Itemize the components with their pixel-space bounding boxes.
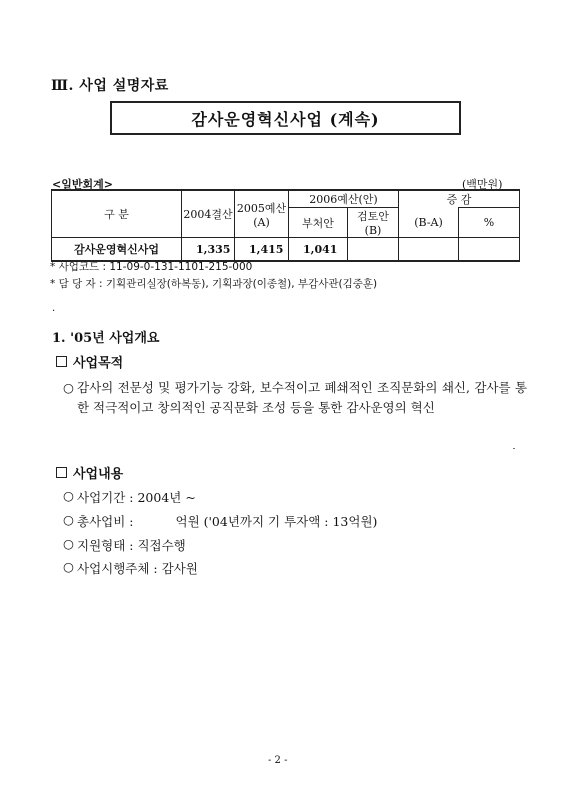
stray-dot: · [52, 306, 56, 317]
budget-table [51, 189, 520, 262]
header-percent: % [459, 208, 520, 238]
cell-2004: 1,335 [182, 238, 235, 262]
cell-change [399, 238, 459, 262]
cell-2006-review [348, 238, 399, 262]
list-item-period [63, 488, 196, 506]
cell-percent [459, 238, 520, 262]
header-2006-review [348, 208, 399, 238]
circle-bullet-icon: ○ [63, 536, 74, 551]
header-2005 [235, 190, 289, 238]
header-2005-sub: (A) [253, 215, 270, 229]
header-change-label: 증 감 [446, 193, 472, 206]
content-heading [56, 463, 123, 482]
overview-heading: 1. '05년 사업개요 [52, 331, 160, 346]
operator-text: 사업시행주체 : 감사원 [77, 561, 198, 576]
cost-label: 총사업비 : [77, 514, 134, 529]
unit-label: (백만원) [462, 178, 503, 191]
cell-2006-request: 1,041 [289, 238, 348, 262]
circle-bullet-icon: ○ [63, 380, 74, 395]
project-code-note: * 사업코드 : 11-09-0-131-1101-215-000 [50, 261, 253, 273]
purpose-heading-label: 사업목적 [73, 356, 124, 371]
list-item-cost [63, 512, 377, 530]
manager-note: * 담 당 자 : 기획관리실장(하복동), 기획과장(이종철), 부감사관(김중훈) [50, 278, 378, 290]
cell-2005: 1,415 [235, 238, 289, 262]
header-2006-review-sub: (B) [364, 224, 382, 237]
period-text: 사업기간 : 2004년 ~ [77, 490, 196, 505]
content-heading-label: 사업내용 [73, 467, 124, 482]
section-heading: Ⅲ. 사업 설명자료 [51, 78, 169, 94]
support-text: 지원형태 : 직접수행 [77, 538, 186, 553]
checkbox-square-icon [56, 467, 67, 478]
page-title: 감사운영혁신사업 (계속) [191, 109, 380, 129]
table-row [52, 238, 520, 262]
cost-value: 억원 ('04년까지 기 투자액 : 13억원) [175, 514, 378, 529]
header-change [399, 190, 520, 208]
scan-mark [513, 448, 515, 449]
header-2006: 2006예산(안) [289, 190, 399, 208]
circle-bullet-icon: ○ [63, 488, 74, 503]
header-2005-label: 2005예산 [236, 201, 287, 215]
list-item-operator [63, 559, 198, 577]
row-name: 감사운영혁신사업 [52, 238, 182, 262]
header-2006-request: 부처안 [289, 208, 348, 238]
purpose-text: 감사의 전문성 및 평가기능 강화, 보수적이고 폐쇄적인 조직문화의 쇄신, 감사를 통한 적극적이고 창의적인 공직문화 조성 등을 통한 감사운영의 혁신 [77, 380, 527, 415]
fund-label: <일반회계> [52, 178, 113, 191]
purpose-heading [56, 352, 123, 371]
header-2006-review-label: 검토안 [357, 210, 389, 223]
circle-bullet-icon: ○ [63, 512, 74, 527]
page-number: - 2 - [268, 755, 288, 766]
header-category: 구 분 [52, 190, 182, 238]
list-item-support [63, 536, 186, 554]
title-box [110, 101, 461, 135]
checkbox-square-icon [56, 356, 67, 367]
header-2004: 2004결산 [182, 190, 235, 238]
table-header-row [52, 190, 520, 208]
header-change-sub: (B-A) [399, 208, 459, 238]
circle-bullet-icon: ○ [63, 559, 74, 574]
